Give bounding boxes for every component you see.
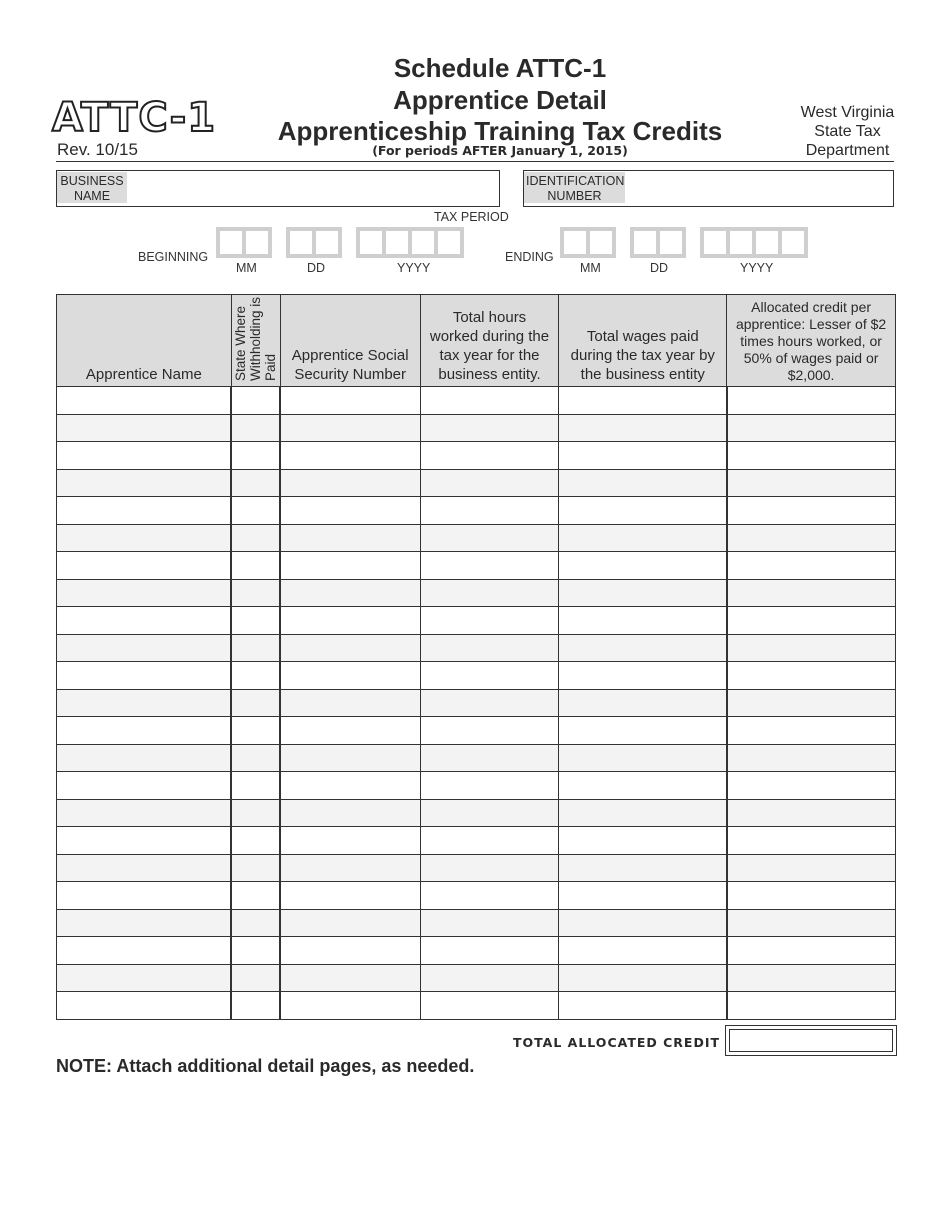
schedule-credit-title: Apprenticeship Training Tax Credits xyxy=(277,116,723,146)
table-row xyxy=(57,524,896,552)
table-row xyxy=(57,662,896,690)
state-cell[interactable] xyxy=(231,799,280,827)
wages-cell[interactable] xyxy=(559,964,727,992)
credit-cell[interactable] xyxy=(727,909,896,937)
state-cell[interactable] xyxy=(231,964,280,992)
wages-cell[interactable] xyxy=(559,909,727,937)
hours-cell[interactable] xyxy=(420,552,559,580)
wages-cell[interactable] xyxy=(559,579,727,607)
apprentice-name-cell[interactable] xyxy=(57,607,232,635)
state-cell[interactable] xyxy=(231,469,280,497)
apprentice-name-cell[interactable] xyxy=(57,662,232,690)
apprentice-name-cell[interactable] xyxy=(57,827,232,855)
apprentice-name-cell[interactable] xyxy=(57,442,232,470)
wages-cell[interactable] xyxy=(559,744,727,772)
wages-cell[interactable] xyxy=(559,634,727,662)
apprentice-name-cell[interactable] xyxy=(57,524,232,552)
credit-cell[interactable] xyxy=(727,799,896,827)
schedule-title: Schedule ATTC-1 xyxy=(393,53,607,83)
ssn-cell[interactable] xyxy=(280,909,420,937)
apprentice-name-cell[interactable] xyxy=(57,772,232,800)
column-header-state xyxy=(231,295,280,387)
ssn-cell[interactable] xyxy=(280,469,420,497)
state-cell[interactable] xyxy=(231,937,280,965)
revision-date: Rev. 10/15 xyxy=(57,140,138,159)
credit-cell[interactable] xyxy=(727,497,896,525)
business-name-box xyxy=(56,170,500,207)
hours-cell[interactable] xyxy=(420,717,559,745)
apprentice-name-cell[interactable] xyxy=(57,634,232,662)
header-text: Total wages paid during the tax year by the business entity xyxy=(570,328,715,383)
apprentice-name-cell[interactable] xyxy=(57,579,232,607)
hours-cell[interactable] xyxy=(420,909,559,937)
state-cell[interactable] xyxy=(231,827,280,855)
state-cell[interactable] xyxy=(231,552,280,580)
apprentice-name-cell[interactable] xyxy=(57,387,232,415)
apprentice-name-cell[interactable] xyxy=(57,552,232,580)
ssn-cell[interactable] xyxy=(280,744,420,772)
credit-cell[interactable] xyxy=(727,414,896,442)
label-line: IDENTIFICATION xyxy=(526,174,625,188)
apprentice-name-cell[interactable] xyxy=(57,909,232,937)
credit-cell[interactable] xyxy=(727,937,896,965)
ssn-cell[interactable] xyxy=(280,442,420,470)
hours-cell[interactable] xyxy=(420,882,559,910)
digit-box[interactable] xyxy=(778,227,808,258)
ssn-cell[interactable] xyxy=(280,579,420,607)
hours-cell[interactable] xyxy=(420,387,559,415)
wages-cell[interactable] xyxy=(559,854,727,882)
ending-label: ENDING xyxy=(505,250,554,264)
table-row xyxy=(57,854,896,882)
table-row xyxy=(57,744,896,772)
header-divider xyxy=(56,161,894,162)
apprentice-name-cell[interactable] xyxy=(57,882,232,910)
business-name-input[interactable] xyxy=(131,171,499,206)
ending-day-boxes xyxy=(630,227,686,258)
state-cell[interactable] xyxy=(231,689,280,717)
ssn-cell[interactable] xyxy=(280,882,420,910)
credit-cell[interactable] xyxy=(727,662,896,690)
hours-cell[interactable] xyxy=(420,827,559,855)
ssn-cell[interactable] xyxy=(280,414,420,442)
attachment-note: NOTE: Attach additional detail pages, as needed. xyxy=(56,1056,475,1076)
table-row xyxy=(57,882,896,910)
hours-cell[interactable] xyxy=(420,442,559,470)
schedule-subtitle: Apprentice Detail xyxy=(393,85,607,115)
state-cell[interactable] xyxy=(231,909,280,937)
wages-cell[interactable] xyxy=(559,414,727,442)
state-cell[interactable] xyxy=(231,662,280,690)
ssn-cell[interactable] xyxy=(280,387,420,415)
identification-number-box xyxy=(523,170,894,207)
table-row xyxy=(57,772,896,800)
digit-box[interactable] xyxy=(434,227,464,258)
credit-cell[interactable] xyxy=(727,744,896,772)
credit-cell[interactable] xyxy=(727,964,896,992)
label-line: NUMBER xyxy=(547,189,602,203)
wages-cell[interactable] xyxy=(559,772,727,800)
state-cell[interactable] xyxy=(231,634,280,662)
state-cell[interactable] xyxy=(231,579,280,607)
beginning-month-boxes xyxy=(216,227,272,258)
hours-cell[interactable] xyxy=(420,607,559,635)
state-cell[interactable] xyxy=(231,607,280,635)
credit-cell[interactable] xyxy=(727,442,896,470)
beginning-yyyy-caption: YYYY xyxy=(397,261,431,275)
label-line: NAME xyxy=(73,189,111,203)
table-row xyxy=(57,937,896,965)
beginning-dd-caption: DD xyxy=(307,261,326,275)
table-row xyxy=(57,799,896,827)
wages-cell[interactable] xyxy=(559,717,727,745)
total-allocated-credit-label: TOTAL ALLOCATED CREDIT xyxy=(512,1035,720,1050)
ssn-cell[interactable] xyxy=(280,689,420,717)
apprentice-name-cell[interactable] xyxy=(57,469,232,497)
credit-cell[interactable] xyxy=(727,882,896,910)
ssn-cell[interactable] xyxy=(280,524,420,552)
department-line: State Tax xyxy=(814,123,881,140)
table-row xyxy=(57,964,896,992)
state-cell[interactable] xyxy=(231,442,280,470)
table-row xyxy=(57,827,896,855)
department-line: West Virginia xyxy=(800,104,895,121)
ssn-cell[interactable] xyxy=(280,937,420,965)
identification-number-label xyxy=(524,172,625,203)
hours-cell[interactable] xyxy=(420,689,559,717)
table-row xyxy=(57,717,896,745)
wages-cell[interactable] xyxy=(559,442,727,470)
hours-cell[interactable] xyxy=(420,772,559,800)
period-note: (For periods AFTER January 1, 2015) xyxy=(372,143,628,158)
wages-cell[interactable] xyxy=(559,607,727,635)
digit-box[interactable] xyxy=(656,227,686,258)
wages-cell[interactable] xyxy=(559,827,727,855)
tax-period-title: TAX PERIOD xyxy=(434,210,509,224)
credit-cell[interactable] xyxy=(727,634,896,662)
ssn-cell[interactable] xyxy=(280,827,420,855)
hours-cell[interactable] xyxy=(420,634,559,662)
hours-cell[interactable] xyxy=(420,799,559,827)
department-line: Department xyxy=(805,142,890,159)
table-row xyxy=(57,497,896,525)
beginning-year-boxes xyxy=(356,227,464,258)
state-cell[interactable] xyxy=(231,744,280,772)
ssn-cell[interactable] xyxy=(280,992,420,1020)
credit-cell[interactable] xyxy=(727,552,896,580)
wages-cell[interactable] xyxy=(559,937,727,965)
ssn-cell[interactable] xyxy=(280,662,420,690)
table-row xyxy=(57,579,896,607)
hours-cell[interactable] xyxy=(420,854,559,882)
column-header-apprentice-name xyxy=(57,295,232,387)
wages-cell[interactable] xyxy=(559,387,727,415)
ssn-cell[interactable] xyxy=(280,607,420,635)
credit-cell[interactable] xyxy=(727,524,896,552)
table-row xyxy=(57,387,896,415)
wages-cell[interactable] xyxy=(559,799,727,827)
column-header-wages xyxy=(559,295,727,387)
ending-month-boxes xyxy=(560,227,616,258)
hours-cell[interactable] xyxy=(420,662,559,690)
state-cell[interactable] xyxy=(231,772,280,800)
wages-cell[interactable] xyxy=(559,662,727,690)
apprentice-name-cell[interactable] xyxy=(57,937,232,965)
ssn-cell[interactable] xyxy=(280,854,420,882)
state-cell[interactable] xyxy=(231,497,280,525)
beginning-mm-caption: MM xyxy=(236,261,257,275)
apprentice-name-cell[interactable] xyxy=(57,964,232,992)
table-row xyxy=(57,992,896,1020)
ending-year-boxes xyxy=(700,227,808,258)
apprentice-table xyxy=(56,294,896,1020)
column-header-ssn xyxy=(280,295,420,387)
table-row xyxy=(57,414,896,442)
digit-box[interactable] xyxy=(586,227,616,258)
header-text: Apprentice Name xyxy=(85,366,202,383)
digit-box[interactable] xyxy=(312,227,342,258)
credit-cell[interactable] xyxy=(727,854,896,882)
credit-cell[interactable] xyxy=(727,772,896,800)
state-cell[interactable] xyxy=(231,717,280,745)
credit-cell[interactable] xyxy=(727,717,896,745)
wages-cell[interactable] xyxy=(559,882,727,910)
ssn-cell[interactable] xyxy=(280,552,420,580)
column-header-allocated-credit xyxy=(727,295,896,387)
header-text: Allocated credit per apprentice: Lesser of $2 times hours worked, or 50% of wages paid or $2,000. xyxy=(735,299,887,383)
hours-cell[interactable] xyxy=(420,469,559,497)
wages-cell[interactable] xyxy=(559,524,727,552)
credit-cell[interactable] xyxy=(727,579,896,607)
form-logo: ATTC-1 xyxy=(52,95,217,141)
table-row xyxy=(57,469,896,497)
credit-cell[interactable] xyxy=(727,992,896,1020)
table-row xyxy=(57,442,896,470)
total-allocated-credit-input[interactable] xyxy=(725,1025,897,1056)
table-header-row xyxy=(57,295,896,387)
ssn-cell[interactable] xyxy=(280,772,420,800)
hours-cell[interactable] xyxy=(420,992,559,1020)
wages-cell[interactable] xyxy=(559,497,727,525)
header-text: Apprentice Social Security Number xyxy=(291,347,409,383)
apprentice-name-cell[interactable] xyxy=(57,854,232,882)
table-row xyxy=(57,689,896,717)
state-cell[interactable] xyxy=(231,414,280,442)
state-cell[interactable] xyxy=(231,854,280,882)
header-text: Total hours worked during the tax year for the business entity. xyxy=(429,309,550,383)
ssn-cell[interactable] xyxy=(280,497,420,525)
credit-cell[interactable] xyxy=(727,387,896,415)
credit-cell[interactable] xyxy=(727,827,896,855)
ending-yyyy-caption: YYYY xyxy=(740,261,774,275)
table-row xyxy=(57,552,896,580)
wages-cell[interactable] xyxy=(559,552,727,580)
department-name xyxy=(790,103,905,160)
hours-cell[interactable] xyxy=(420,497,559,525)
apprentice-name-cell[interactable] xyxy=(57,414,232,442)
hours-cell[interactable] xyxy=(420,524,559,552)
ssn-cell[interactable] xyxy=(280,799,420,827)
ending-mm-caption: MM xyxy=(580,261,601,275)
header-text: State Where Withholding is Paid xyxy=(233,296,279,381)
hours-cell[interactable] xyxy=(420,579,559,607)
apprentice-name-cell[interactable] xyxy=(57,717,232,745)
ssn-cell[interactable] xyxy=(280,964,420,992)
label-line: BUSINESS xyxy=(60,174,124,188)
beginning-day-boxes xyxy=(286,227,342,258)
ssn-cell[interactable] xyxy=(280,717,420,745)
wages-cell[interactable] xyxy=(559,469,727,497)
apprentice-name-cell[interactable] xyxy=(57,992,232,1020)
wages-cell[interactable] xyxy=(559,992,727,1020)
beginning-label: BEGINNING xyxy=(138,250,209,264)
identification-number-input[interactable] xyxy=(628,171,894,206)
business-name-label xyxy=(57,172,127,203)
ending-dd-caption: DD xyxy=(650,261,669,275)
table-row xyxy=(57,634,896,662)
hours-cell[interactable] xyxy=(420,937,559,965)
apprentice-name-cell[interactable] xyxy=(57,744,232,772)
hours-cell[interactable] xyxy=(420,744,559,772)
state-cell[interactable] xyxy=(231,882,280,910)
apprentice-name-cell[interactable] xyxy=(57,799,232,827)
digit-box[interactable] xyxy=(242,227,272,258)
table-row xyxy=(57,909,896,937)
state-cell[interactable] xyxy=(231,524,280,552)
state-cell[interactable] xyxy=(231,387,280,415)
credit-cell[interactable] xyxy=(727,689,896,717)
wages-cell[interactable] xyxy=(559,689,727,717)
ssn-cell[interactable] xyxy=(280,634,420,662)
credit-cell[interactable] xyxy=(727,469,896,497)
apprentice-name-cell[interactable] xyxy=(57,689,232,717)
hours-cell[interactable] xyxy=(420,964,559,992)
state-cell[interactable] xyxy=(231,992,280,1020)
table-row xyxy=(57,607,896,635)
column-header-hours xyxy=(420,295,559,387)
apprentice-name-cell[interactable] xyxy=(57,497,232,525)
credit-cell[interactable] xyxy=(727,607,896,635)
hours-cell[interactable] xyxy=(420,414,559,442)
